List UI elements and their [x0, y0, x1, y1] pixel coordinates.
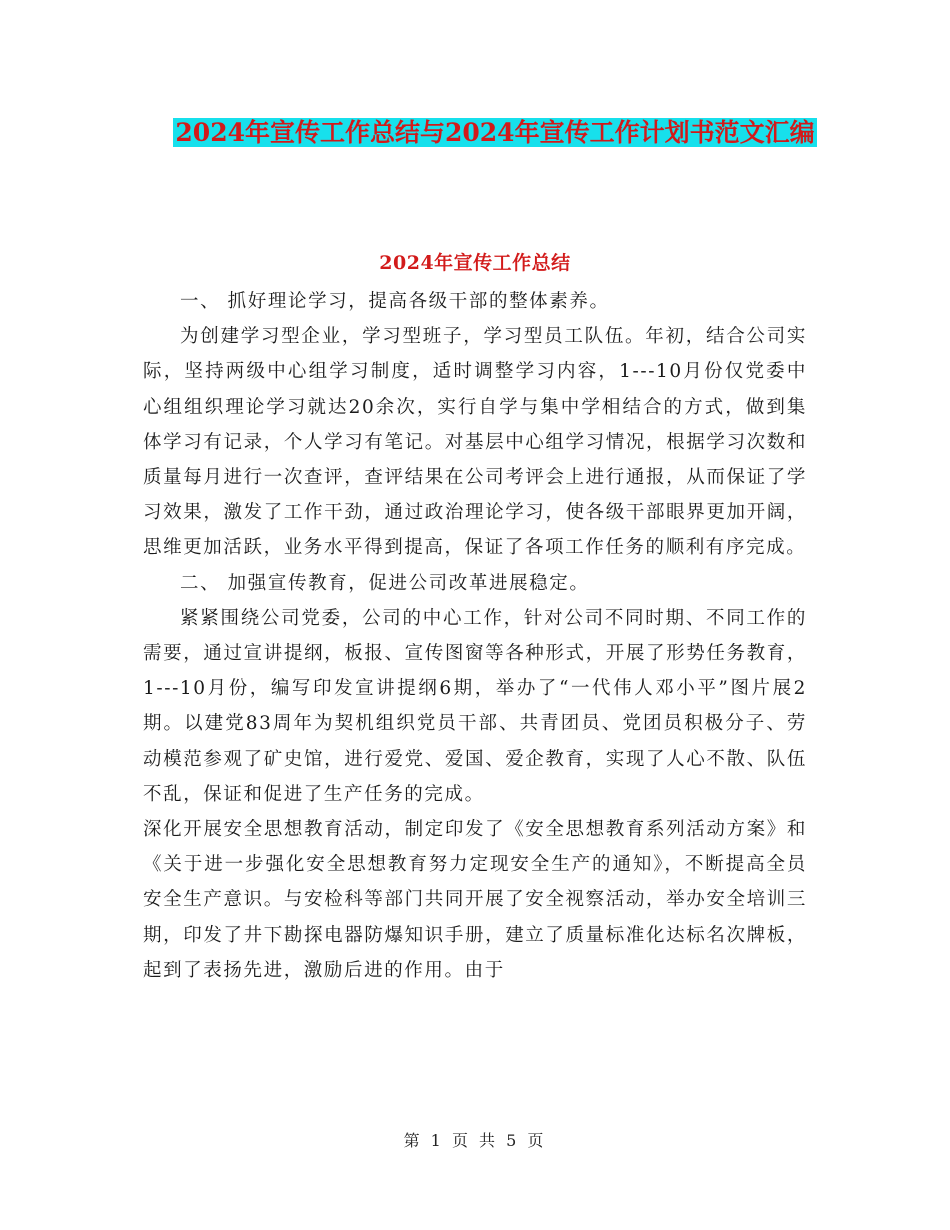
page-number-footer: 第 1 页 共 5 页 — [403, 1131, 547, 1150]
heading-point-one: 一、 抓好理论学习，提高各级干部的整体素养。 — [180, 291, 610, 312]
body-paragraph: 为创建学习型企业，学习型班子，学习型员工队伍。年初，结合公司实际，坚持两级中心组学习制度，适时调整学习内容，1---10月份仅党委中心组组织理论学习就达20余次，实行自学与集中学相结合的方式，做到集体学习有记录，个人学习有笔记。对基层中心组学习情况，根据学习次数和质量每月进行一次查评，查评结果在公司考评会上进行通报，从而保证了学习效果，激发了工作干劲，通过政治理论学习，使各级干部眼界更加开阔，思维更加活跃，业务水平得到提高，保证了各项工作任务的顺利有序完成。 — [143, 326, 807, 559]
section-title: 2024年宣传工作总结 — [379, 252, 571, 274]
document-body — [143, 284, 807, 988]
document-title: 2024年宣传工作总结与2024年宣传工作计划书范文汇编 — [175, 118, 815, 147]
body-paragraph: 深化开展安全思想教育活动，制定印发了《安全思想教育系列活动方案》和《关于进一步强化安全思想教育努力定现安全生产的通知》，不断提高全员安全生产意识。与安检科等部门共同开展了安全视察活动，举办安全培训三期，印发了井下勘探电器防爆知识手册，建立了质量标准化达标名次牌板，起到了表扬先进，激励后进的作用。由于 — [143, 819, 807, 981]
document-title-block — [140, 110, 850, 156]
body-paragraph: 紧紧围绕公司党委，公司的中心工作，针对公司不同时期、不同工作的需要，通过宣讲提纲，板报、宣传图窗等各种形式，开展了形势任务教育，1---10月份，编写印发宣讲提纲6期，举办了“一代伟人邓小平”图片展2期。以建党83周年为契机组织党员干部、共青团员、党团员积极分子、劳动模范参观了矿史馆，进行爱党、爱国、爱企教育，实现了人心不散、队伍不乱，保证和促进了生产任务的完成。 — [143, 607, 807, 805]
heading-point-two: 二、 加强宣传教育，促进公司改革进展稳定。 — [180, 572, 590, 594]
